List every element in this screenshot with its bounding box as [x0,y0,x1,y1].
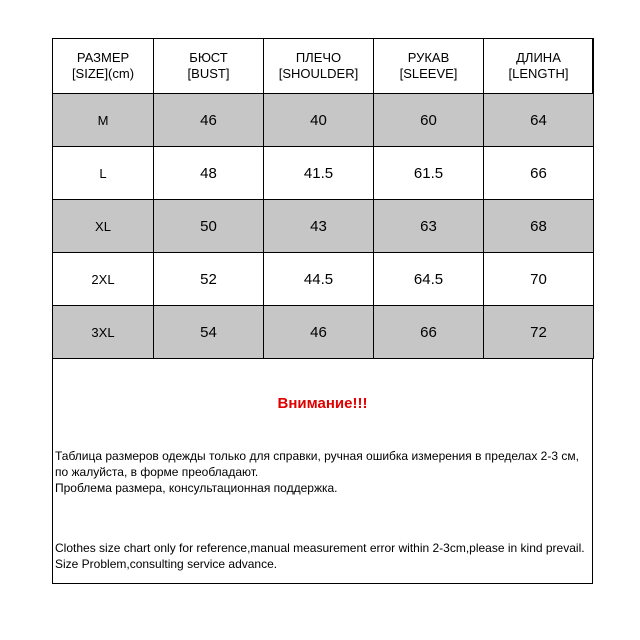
shoulder-cell: 41.5 [264,147,374,200]
sleeve-cell: 61.5 [374,147,484,200]
length-cell: 66 [484,147,594,200]
shoulder-cell: 46 [264,306,374,359]
header-size-ru: РАЗМЕР [76,50,130,65]
header-length-ru: ДЛИНА [516,50,561,65]
header-sleeve [374,39,484,94]
note-ru-support: Проблема размера, консультационная поддержка. [55,481,338,495]
table-row [53,147,594,200]
bust-cell: 54 [154,306,264,359]
sleeve-cell: 64.5 [374,253,484,306]
header-length [484,39,594,94]
size-cell: 2XL [53,253,154,306]
note-en-support: Size Problem,consulting service advance. [55,557,278,571]
bust-cell: 50 [154,200,264,253]
header-length-en: [LENGTH] [508,66,569,81]
shoulder-cell: 44.5 [264,253,374,306]
shoulder-cell: 40 [264,94,374,147]
sleeve-cell: 60 [374,94,484,147]
header-bust-ru: БЮСТ [189,50,228,65]
size-chart-table [52,38,594,359]
header-shoulder-en: [SHOULDER] [278,66,359,81]
length-cell: 64 [484,94,594,147]
header-size-en: [SIZE](cm) [71,66,135,81]
length-cell: 70 [484,253,594,306]
shoulder-cell: 43 [264,200,374,253]
header-bust [154,39,264,94]
header-size [53,39,154,94]
table-row [53,200,594,253]
header-sleeve-en: [SLEEVE] [399,66,458,81]
size-cell: M [53,94,154,147]
size-cell: L [53,147,154,200]
size-cell: 3XL [53,306,154,359]
header-sleeve-ru: РУКАВ [407,50,450,65]
header-row [53,39,594,94]
length-cell: 72 [484,306,594,359]
length-cell: 68 [484,200,594,253]
table-row [53,253,594,306]
header-shoulder-ru: ПЛЕЧО [295,50,342,65]
bust-cell: 52 [154,253,264,306]
sleeve-cell: 63 [374,200,484,253]
note-en-disclaimer: Clothes size chart only for reference,manual measurement error within 2-3cm,please in kind prevail. [55,541,585,555]
table-row [53,94,594,147]
sleeve-cell: 66 [374,306,484,359]
size-cell: XL [53,200,154,253]
table-row [53,306,594,359]
attention-heading: Внимание!!! [277,395,368,412]
bust-cell: 48 [154,147,264,200]
bust-cell: 46 [154,94,264,147]
header-bust-en: [BUST] [187,66,230,81]
note-ru-disclaimer: Таблица размеров одежды только для справки, ручная ошибка измерения в пределах 2-3 см, по жалуйста, в форме преобладают. [55,449,579,479]
header-shoulder [264,39,374,94]
